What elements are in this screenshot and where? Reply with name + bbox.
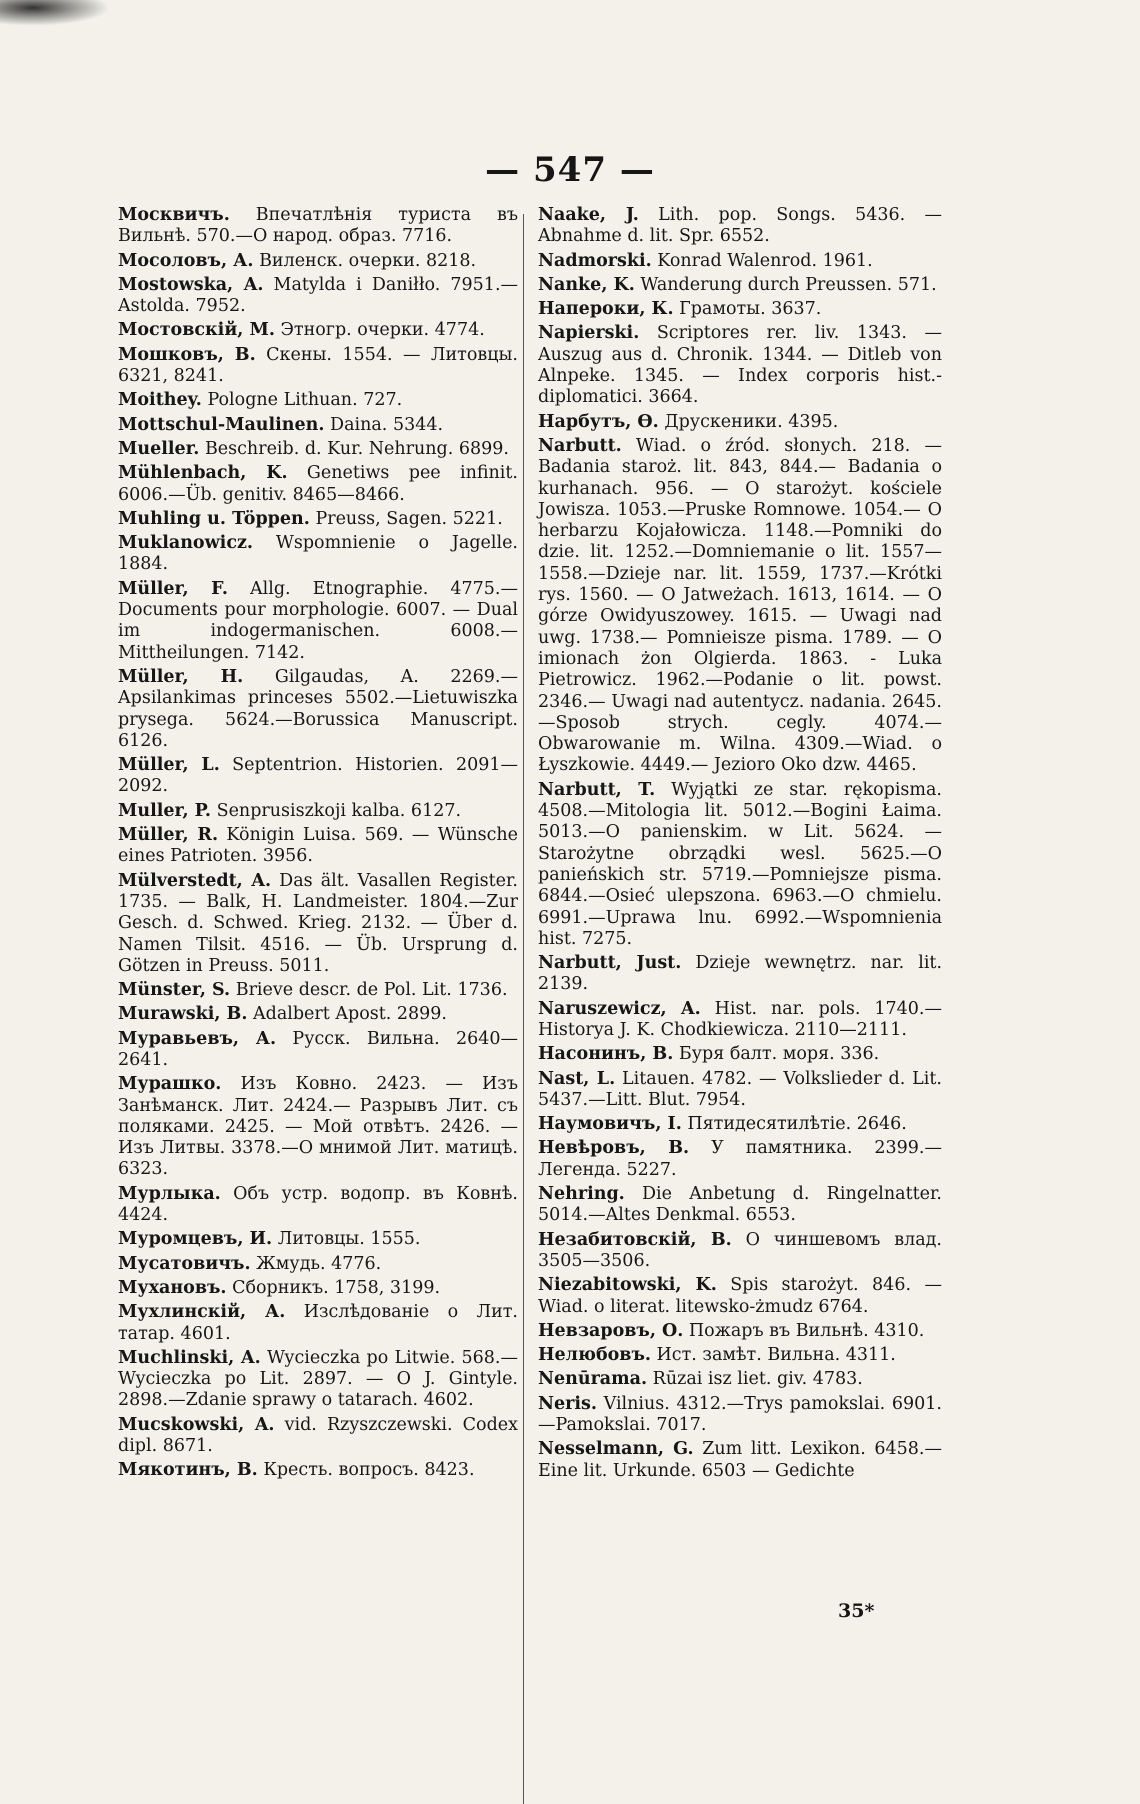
index-entry [538,999,942,1042]
entry-author: Мухановъ. [118,1277,227,1298]
entry-author: Naruszewicz, A. [538,998,701,1019]
entry-works: Hist. nar. pols. 1740.—Historya J. K. Chodkiewicza. 2110—2111. [538,998,942,1040]
entry-works: Die Anbetung d. Ringelnatter. 5014.—Altes Denkmal. 6553. [538,1184,942,1226]
index-entry [118,390,518,411]
entry-author: Nadmorski. [538,250,652,271]
index-entry [118,275,518,318]
index-entry [118,509,518,530]
entry-author: Mucskowski, A. [118,1414,275,1435]
entry-works: Vilnius. 4312.—Trys pamokslai. 6901.—Pamokslai. 7017. [538,1393,942,1436]
left-column [118,205,518,1485]
entry-works: Litauen. 4782. — Volkslieder d. Lit. 5437.—Litt. Blut. 7954. [538,1068,942,1110]
entry-works: Сборникъ. 1758, 3199. [226,1277,441,1298]
entry-author: Нарбутъ, Ѳ. [538,411,659,432]
entry-works: Wspomnienie o Jagelle. 1884. [118,533,518,575]
index-entry [538,1114,942,1135]
entry-author: Напероки, К. [538,299,674,320]
entry-works: Wanderung durch Preussen. 571. [634,274,937,295]
entry-works: Литовцы. 1555. [272,1229,421,1250]
entry-works: Brieve descr. de Pol. Lit. 1736. [230,980,508,1001]
entry-works: Пятидесятилѣтіе. 2646. [681,1114,907,1135]
index-entry [538,251,942,272]
entry-works: Впечатлѣнія туриста въ Вильнѣ. 570.—О народ. образ. 7716. [118,205,518,247]
entry-works: Грамоты. 3637. [673,299,822,320]
entry-author: Мурашко. [118,1074,222,1095]
entry-author: Nanke, K. [538,274,635,295]
entry-author: Муромцевъ, И. [118,1229,273,1250]
index-entry [118,320,518,341]
index-entry [118,439,518,460]
entry-works: Daina. 5344. [324,414,444,435]
index-entry [538,275,942,296]
entry-author: Мухлинскій, А. [118,1302,286,1323]
entry-works: Königin Luisa. 569. — Wünsche eines Patrioten. 3956. [118,825,518,867]
index-entry [118,463,518,506]
entry-works: Этногр. очерки. 4774. [274,320,485,341]
index-entry [118,871,518,977]
index-entry [538,1044,942,1065]
entry-author: Müller, R. [118,825,219,846]
entry-works: Dzieje wewnętrz. nar. lit. 2139. [538,953,943,995]
entry-works: Друскеники. 4395. [658,411,839,432]
entry-works: Изъ Ковно. 2423. — Изъ Занѣманск. Лит. 2424.— Разрывъ Лит. съ поляками. 2425. — Мой отвѣтъ. 2426. — Изъ Литвы. 3378.—О мнимой Лит. матицѣ. 6323. [118,1074,518,1180]
index-entry [118,801,518,822]
index-entry [538,1275,942,1318]
entry-works: Жмудь. 4776. [250,1253,382,1274]
signature-mark: 35* [838,1600,875,1622]
index-entry [118,1184,518,1227]
index-entry [538,1138,942,1181]
index-entry [538,436,942,777]
entry-works: О чиншевомъ влад. 3505—3506. [538,1229,942,1271]
index-entry [538,1230,942,1273]
entry-author: Мякотинъ, В. [118,1460,258,1481]
entry-author: Nehring. [538,1184,625,1205]
entry-author: Neris. [538,1393,597,1414]
entry-works: Scriptores rer. liv. 1343. — Auszug aus d. Chronik. 1344. — Ditleb von Alnpeke. 1345. — Index corporis hist.-diplomatici. 3664. [538,323,942,408]
index-entry [538,412,942,433]
index-entry [538,780,942,950]
entry-author: Müller, H. [118,666,244,687]
entry-author: Nenūrama. [538,1369,648,1390]
index-entry [118,1074,518,1180]
entry-works: Wycieczka po Litwie. 568.—Wycieczka po Lit. 2897. — O J. Gintyle. 2898.—Zdanie sprawy o tatarach. 4602. [118,1347,518,1411]
entry-author: Münster, S. [118,980,231,1001]
entry-author: Mühlenbach, K. [118,463,288,484]
index-entry [118,1029,518,1072]
entry-works: Zum litt. Lexikon. 6458.—Eine lit. Urkunde. 6503 — Gedichte [538,1439,942,1481]
index-entry [538,1439,942,1482]
entry-author: Наумовичъ, I. [538,1114,682,1135]
entry-author: Muller, P. [118,800,212,821]
entry-author: Муравьевъ, А. [118,1028,277,1049]
index-entry [538,1321,942,1342]
entry-author: Mottschul-Maulinen. [118,414,325,435]
index-entry [118,205,518,248]
index-entry [118,667,518,752]
index-entry [118,1460,518,1481]
entry-works: Beschreib. d. Kur. Nehrung. 6899. [199,438,509,459]
entry-works: Скены. 1554. — Литовцы. 6321, 8241. [118,344,518,387]
entry-works: Genetiws pee infinit. 6006.—Üb. genitiv. 8465—8466. [118,463,518,505]
column-divider [523,214,524,1804]
index-entry [118,533,518,576]
entry-works: Pologne Lithuan. 727. [201,390,403,411]
entry-works: Изслѣдованіе о Лит. татар. 4601. [118,1302,518,1344]
entry-works: Объ устр. водопр. въ Ковнѣ. 4424. [118,1183,518,1226]
index-entry [118,251,518,272]
right-column [538,205,942,1485]
entry-author: Москвичъ. [118,205,230,225]
index-entry [118,1254,518,1275]
index-entry [118,1415,518,1458]
entry-works: vid. Rzyszczewski. Codex dipl. 8671. [118,1414,518,1457]
index-entry [118,1004,518,1025]
entry-works: Senprusiszkoji kalba. 6127. [211,800,462,821]
entry-works: Konrad Walenrod. 1961. [651,250,873,271]
entry-author: Невѣровъ, В. [538,1138,690,1159]
entry-author: Narbutt. [538,435,622,456]
entry-author: Müller, L. [118,755,220,776]
index-entry [118,1348,518,1412]
entry-works: Preuss, Sagen. 5221. [309,508,503,529]
entry-works: Wyjątki ze star. rękopisma. 4508.—Mitologia lit. 5012.—Bogini Łaima. 5013.—O panienskim. w Lit. 5624. — Starożytne obrządki wesl. 5625.—O panieńskich str. 5719.—Pomniejsze pisma. 6844.—Osieć ulepszona. 6963.—O chmielu. 6991.—Uprawa lnu. 6992.—Wspomnienia hist. 7275. [538,779,942,949]
index-entry [118,755,518,798]
entry-works: Rūzai isz liet. giv. 4783. [647,1369,863,1390]
entry-author: Незабитовскій, В. [538,1229,732,1250]
index-entry [538,299,942,320]
entry-author: Nesselmann, G. [538,1439,694,1460]
entry-author: Muklanowicz. [118,533,254,554]
entry-works: Русск. Вильна. 2640—2641. [118,1028,519,1070]
entry-author: Narbutt, Just. [538,953,682,974]
entry-author: Нелюбовъ. [538,1345,651,1366]
entry-author: Мусатовичъ. [118,1253,251,1274]
entry-works: Matylda i Daniłło. 7951.—Astolda. 7952. [118,274,519,317]
index-entry [118,579,518,664]
entry-works: Ист. замѣт. Вильна. 4311. [650,1345,896,1366]
index-entry [538,323,942,408]
entry-works: Пожаръ въ Вильнѣ. 4310. [683,1320,925,1341]
entry-author: Мурлыка. [118,1183,221,1204]
entry-author: Мосоловъ, А. [118,250,254,271]
entry-author: Mostowska, A. [118,274,264,295]
entry-author: Moithey. [118,390,202,411]
entry-author: Niezabitowski, K. [538,1275,717,1296]
entry-works: Буря балт. моря. 336. [673,1044,880,1065]
index-entry [118,345,518,388]
entry-author: Muhling u. Töppen. [118,508,310,529]
index-entry [118,1278,518,1299]
entry-author: Мостовскій, М. [118,320,275,341]
entry-author: Насонинъ, В. [538,1044,674,1065]
index-entry [118,1229,518,1250]
index-entry [538,1184,942,1227]
index-entry [118,980,518,1001]
entry-works: Кресть. вопросъ. 8423. [257,1460,475,1481]
entry-author: Müller, F. [118,578,228,599]
entry-author: Mueller. [118,438,200,459]
entry-works: Spis starożyt. 846. —Wiad. o literat. litewsko-żmudz 6764. [538,1275,942,1317]
entry-works: Gilgaudas, A. 2269.—Apsilankimas princeses 5502.—Lietuwiszka prysega. 5624.—Borussica Manuscript. 6126. [118,666,518,751]
entry-works: Adalbert Apost. 2899. [247,1004,447,1025]
index-entry [118,1302,518,1345]
entry-author: Невзаровъ, О. [538,1320,684,1341]
index-entry [118,825,518,868]
page-number: — 547 — [485,150,655,190]
entry-works: У памятника. 2399.— Легенда. 5227. [538,1138,942,1180]
index-entry [538,205,942,248]
entry-works: Septentrion. Historien. 2091—2092. [118,755,518,797]
ink-smudge [0,0,110,26]
entry-works: Виленск. очерки. 8218. [253,250,477,271]
entry-author: Naake, J. [538,205,639,225]
entry-author: Murawski, B. [118,1004,248,1025]
entry-author: Napierski. [538,323,640,344]
entry-author: Nast, L. [538,1068,616,1089]
entry-works: Allg. Etnographie. 4775.—Documents pour morphologie. 6007. — Dual im indogermanischen. 6008.—Mittheilungen. 7142. [118,578,518,663]
entry-author: Мошковъ, В. [118,344,256,365]
index-entry [538,1069,942,1112]
entry-author: Mülverstedt, A. [118,870,272,891]
index-entry [538,953,942,996]
entry-author: Narbutt, T. [538,779,656,800]
index-entry [538,1345,942,1366]
index-entry [538,1394,942,1437]
entry-works: Wiad. o źród. słonych. 218. —Badania staroż. lit. 843, 844.— Badania o kurhanach. 956. — O starożyt. kościele Jowisza. 1053.—Pruske Romnowe. 1054.— O herbarzu Kojałowicza. 1148.—Pomniki do dzie. lit. 1252.—Domniemanie o lit. 1557—1558.—Dzieje nar. lit. 1559, 1737.—Krótki rys. 1560. — O Jatweżach. 1613, 1614. — O górze Owidyuszowey. 1615. — Uwagi nad uwg. 1738.— Pomnieisze pisma. 1789. — O imionach żon Olgierda. 1863. - Luka Pietrowicz. 1962.—Podanie o lit. powst. 2346.— Uwagi nad autentycz. nadania. 2645.—Sposob strych. cegly. 4074.— Obwarowanie m. Wilna. 4309.—Wiad. o Łyszkowie. 4449.— Jezioro Oko dzw. 4465. [538,435,942,776]
index-entry [538,1369,942,1390]
entry-author: Muchlinski, A. [118,1347,261,1368]
index-entry [118,415,518,436]
entry-works: Lith. pop. Songs. 5436. — Abnahme d. lit. Spr. 6552. [538,205,942,247]
entry-works: Das ält. Vasallen Register. 1735. — Balk, H. Landmeister. 1804.—Zur Gesch. d. Schwed. Krieg. 2132. — Über d. Namen Tilsit. 4516. — Üb. Ursprung d. Götzen in Preuss. 5011. [118,870,518,976]
